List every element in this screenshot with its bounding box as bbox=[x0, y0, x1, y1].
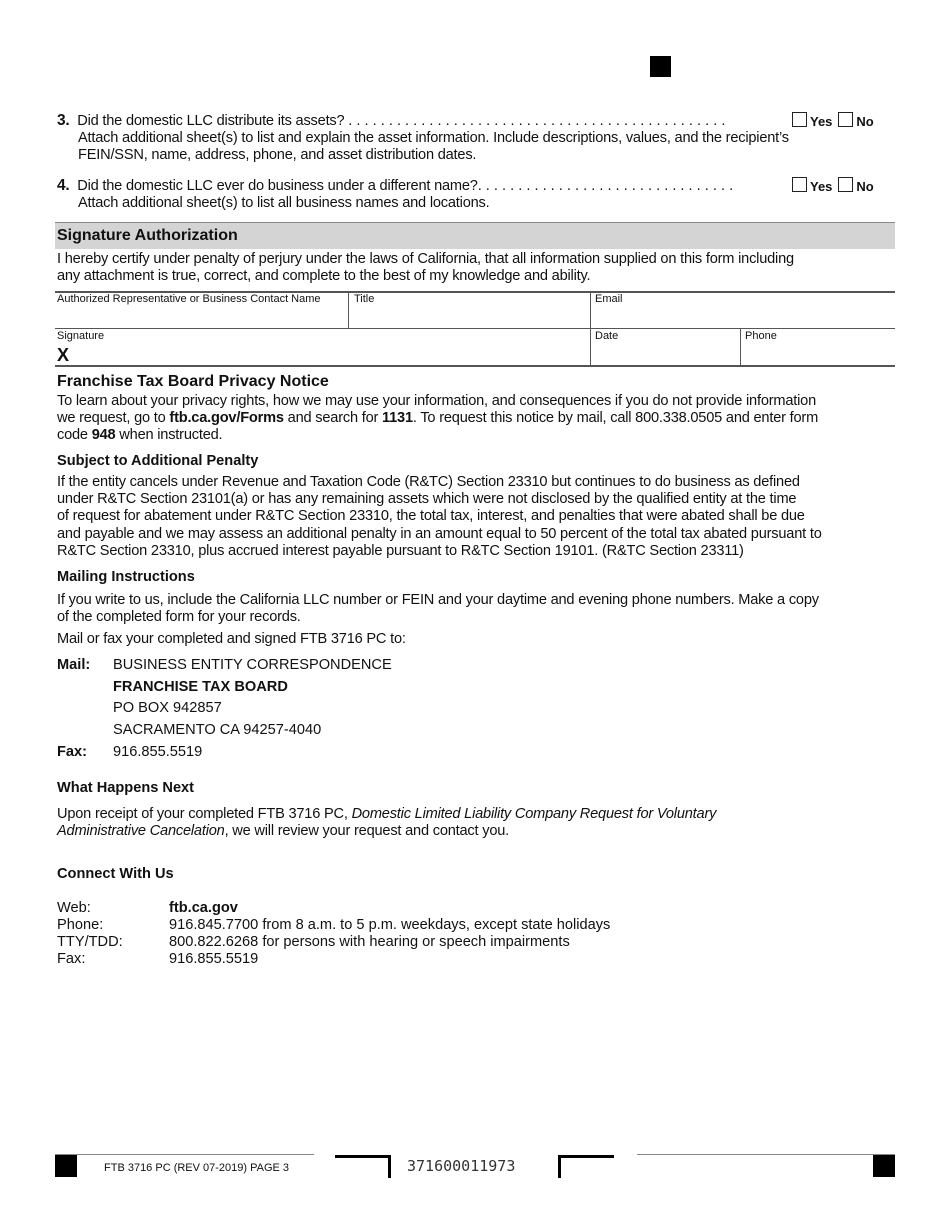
contact-value: 916.855.5519 bbox=[169, 951, 259, 967]
web-link[interactable]: ftb.ca.gov bbox=[169, 900, 238, 916]
text: when instructed. bbox=[115, 427, 223, 443]
q3-instruction: FEIN/SSN, name, address, phone, and asset distribution dates. bbox=[78, 147, 477, 163]
privacy-heading: Franchise Tax Board Privacy Notice bbox=[57, 373, 329, 390]
yes-label: Yes bbox=[810, 114, 833, 129]
no-label: No bbox=[856, 114, 874, 129]
address-line: BUSINESS ENTITY CORRESPONDENCE bbox=[113, 657, 392, 673]
footer-rule bbox=[55, 1154, 314, 1155]
question-text: Did the domestic LLC ever do business under a different name? bbox=[77, 178, 478, 194]
penalty-text: of request for abatement under R&TC Section 23310, the total tax, interest, and penalties that were abated shall be due bbox=[57, 508, 805, 524]
contact-name-label: Authorized Representative or Business Contact Name bbox=[57, 293, 321, 305]
contact-value: 916.845.7700 from 8 a.m. to 5 p.m. weekdays, except state holidays bbox=[169, 917, 611, 933]
email-label: Email bbox=[595, 293, 623, 305]
dot-leader: . . . . . . . . . . . . . . . . . . . . . . . . . . . . . . . . . . . . . . . . . . . . . . . bbox=[348, 113, 726, 129]
section-heading: Signature Authorization bbox=[57, 227, 238, 244]
question-number: 3. bbox=[57, 112, 70, 129]
signature-field[interactable] bbox=[56, 329, 589, 364]
connect-heading: Connect With Us bbox=[57, 866, 174, 882]
mailing-text: If you write to us, include the California LLC number or FEIN and your daytime and evening phone numbers. Make a copy bbox=[57, 592, 819, 608]
mailing-text: of the completed form for your records. bbox=[57, 609, 301, 625]
contact-label: Fax: bbox=[57, 951, 86, 967]
text: , we will review your request and contact you. bbox=[224, 823, 510, 839]
contact-label: Phone: bbox=[57, 917, 104, 933]
fax-label: Fax: bbox=[57, 744, 88, 760]
fax-number: 916.855.5519 bbox=[113, 744, 203, 760]
contact-value: 800.822.6268 for persons with hearing or speech impairments bbox=[169, 934, 570, 950]
q3-instruction: Attach additional sheet(s) to list and explain the asset information. Include descriptions, values, and the recipient’s bbox=[78, 130, 789, 146]
form-id: FTB 3716 PC (REV 07-2019) PAGE 3 bbox=[104, 1162, 290, 1174]
contact-label: TTY/TDD: bbox=[57, 934, 123, 950]
signature-x-mark: X bbox=[57, 345, 70, 365]
registration-mark bbox=[873, 1155, 895, 1177]
text: code bbox=[57, 427, 92, 443]
mailing-text: Mail or fax your completed and signed FTB 3716 PC to: bbox=[57, 631, 406, 647]
divider bbox=[55, 365, 895, 367]
text: Upon receipt of your completed FTB 3716 PC, bbox=[57, 806, 352, 822]
privacy-text bbox=[57, 427, 222, 444]
no-checkbox[interactable] bbox=[838, 177, 853, 192]
question-3 bbox=[57, 112, 725, 130]
barcode-bracket bbox=[335, 1155, 391, 1178]
no-checkbox[interactable] bbox=[838, 112, 853, 127]
email-field[interactable] bbox=[591, 293, 894, 327]
next-text bbox=[57, 823, 509, 840]
form-code: 948 bbox=[91, 427, 116, 443]
penalty-text: and payable and we may assess an additional penalty in an amount equal to 50 percent of the total tax abated pursuant to bbox=[57, 526, 822, 542]
yes-label: Yes bbox=[810, 179, 833, 194]
title-label: Title bbox=[354, 293, 375, 305]
title-field[interactable] bbox=[349, 293, 589, 327]
address-line: SACRAMENTO CA 94257-4040 bbox=[113, 722, 322, 738]
penalty-text: If the entity cancels under Revenue and Taxation Code (R&TC) Section 23310 but continues to do business as defined bbox=[57, 474, 800, 490]
question-4 bbox=[57, 177, 733, 195]
privacy-text: To learn about your privacy rights, how we may use your information, and consequences if you do not provide information bbox=[57, 393, 817, 409]
next-text bbox=[57, 806, 716, 823]
q4-instruction: Attach additional sheet(s) to list all business names and locations. bbox=[78, 195, 490, 211]
yes-checkbox[interactable] bbox=[792, 177, 807, 192]
text: . To request this notice by mail, call 800.338.0505 and enter form bbox=[412, 410, 819, 426]
mailing-heading: Mailing Instructions bbox=[57, 569, 195, 585]
text: and search for bbox=[283, 410, 383, 426]
form-title: Domestic Limited Liability Company Request for Voluntary bbox=[351, 806, 717, 822]
address-line: PO BOX 942857 bbox=[113, 700, 222, 716]
search-number: 1131 bbox=[382, 410, 413, 426]
registration-mark bbox=[650, 56, 671, 77]
dot-leader: . . . . . . . . . . . . . . . . . . . . . . . . . . . . . . . . bbox=[477, 178, 734, 194]
footer-rule bbox=[637, 1154, 895, 1155]
barcode-bracket bbox=[558, 1155, 614, 1178]
penalty-text: under R&TC Section 23101(a) or has any remaining assets which were not disclosed by the qualified entity at the time bbox=[57, 491, 797, 507]
q3-answer bbox=[786, 112, 874, 131]
penalty-text: R&TC Section 23310, plus accrued interest payable pursuant to R&TC Section 19101. (R&TC Section 23311) bbox=[57, 543, 744, 559]
mail-label: Mail: bbox=[57, 657, 91, 673]
q4-answer bbox=[786, 177, 874, 196]
contact-label: Web: bbox=[57, 900, 91, 916]
next-heading: What Happens Next bbox=[57, 780, 195, 796]
penalty-heading: Subject to Additional Penalty bbox=[57, 453, 259, 469]
privacy-text bbox=[57, 410, 818, 427]
barcode-number: 371600011973 bbox=[407, 1157, 516, 1175]
registration-mark bbox=[55, 1155, 77, 1177]
phone-label: Phone bbox=[745, 330, 777, 342]
forms-link[interactable]: ftb.ca.gov/Forms bbox=[169, 410, 284, 426]
question-text: Did the domestic LLC distribute its assets? bbox=[77, 113, 345, 129]
address-line: FRANCHISE TAX BOARD bbox=[113, 679, 288, 695]
question-number: 4. bbox=[57, 177, 70, 194]
signature-label: Signature bbox=[57, 330, 105, 342]
date-label: Date bbox=[595, 330, 619, 342]
no-label: No bbox=[856, 179, 874, 194]
text: we request, go to bbox=[57, 410, 170, 426]
certification-text: I hereby certify under penalty of perjury under the laws of California, that all information supplied on this form including bbox=[57, 251, 794, 267]
certification-text: any attachment is true, correct, and complete to the best of my knowledge and ability. bbox=[57, 268, 591, 284]
yes-checkbox[interactable] bbox=[792, 112, 807, 127]
form-title: Administrative Cancelation bbox=[57, 823, 225, 839]
